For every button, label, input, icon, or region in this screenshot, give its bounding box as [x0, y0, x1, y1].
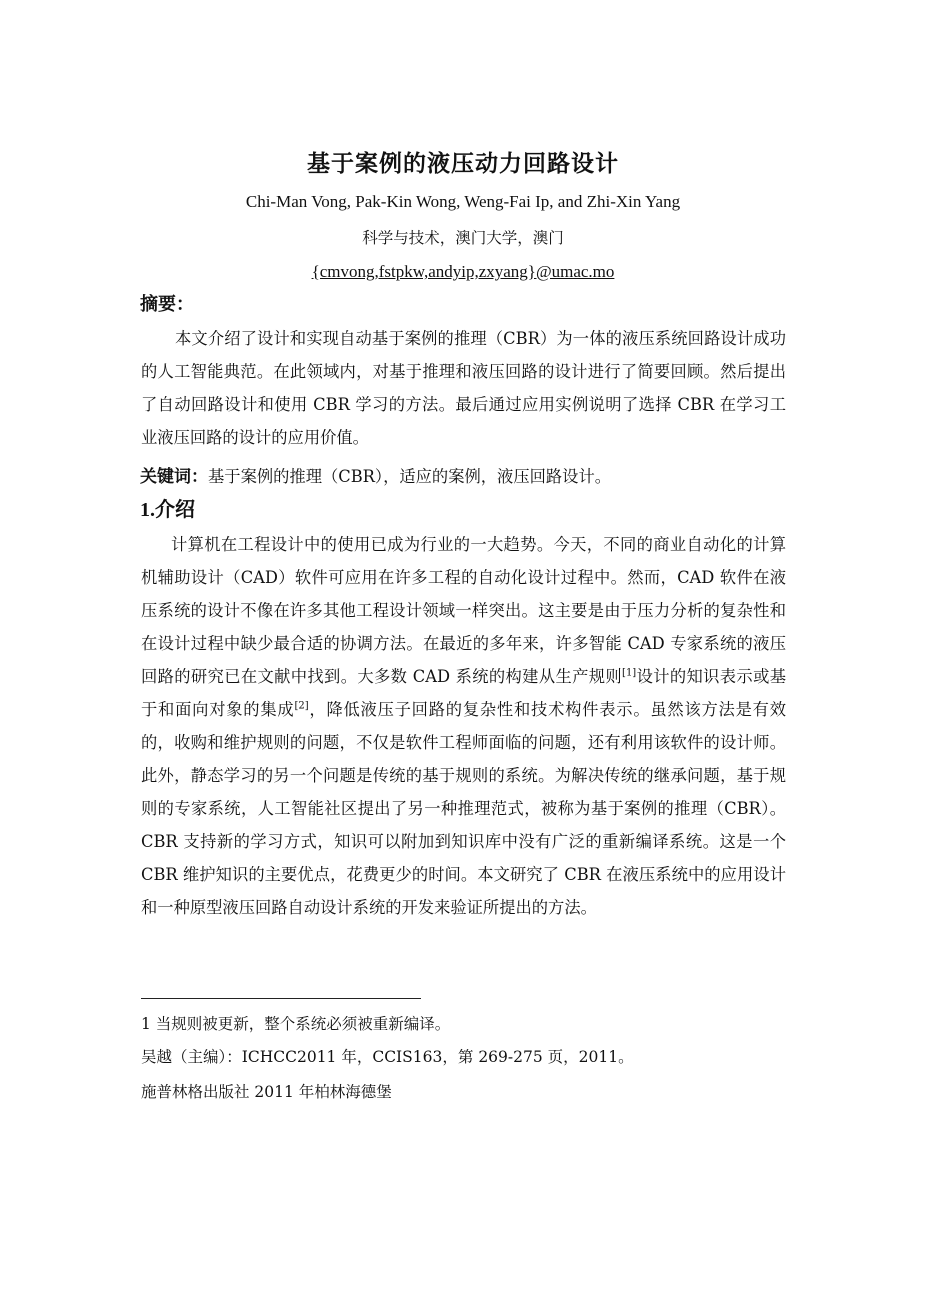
email-link[interactable]: {cmvong,fstpkw,andyip,zxyang}@umac.mo	[311, 262, 615, 281]
abstract-heading: 摘要：	[140, 294, 194, 315]
author-list: Chi-Man Vong, Pak-Kin Wong, Weng-Fai Ip, and Zhi-Xin Yang	[245, 192, 681, 211]
intro-text-part1: 计算机在工程设计中的使用已成为行业的一大趋势。今天，不同的商业自动化的计算机辅助设计（CAD）软件可应用在许多工程的自动化设计过程中。然而，CAD 软件在液压系统的设计不像在许多其他工程设计领域一样突出。这主要是由于压力分析的复杂性和在设计过程中缺少最合适的协调方法。在最近的多年来，许多智能 CAD 专家系统的液压回路的研究已在文献中找到。大多数 CAD 系统的构建从生产规则	[141, 535, 786, 686]
keywords-label: 关键词：	[140, 467, 208, 487]
citation-ref-2[interactable]: [2]	[294, 700, 309, 712]
intro-text-part3: ，降低液压子回路的复杂性和技术构件表示。虽然该方法是有效的，收购和维护规则的问题，不仅是软件工程师面临的问题，还有利用该软件的设计师。此外，静态学习的另一个问题是传统的基于规则的系统。为解决传统的继承问题，基于规则的专家系统，人工智能社区提出了另一种推理范式，被称为基于案例的推理（CBR）。CBR 支持新的学习方式，知识可以附加到知识库中没有广泛的重新编译系统。这是一个 CBR 维护知识的主要优点，花费更少的时间。本文研究了 CBR 在液压系统中的应用设计和一种原型液压回路自动设计系统的开发来验证所提出的方法。	[141, 700, 786, 917]
intro-heading: 1.介绍	[140, 499, 195, 521]
abstract-text: 本文介绍了设计和实现自动基于案例的推理（CBR）为一体的液压系统回路设计成功的人工智能典范。在此领域内，对基于推理和液压回路的设计进行了简要回顾。然后提出了自动回路设计和使用 CBR 学习的方法。最后通过应用实例说明了选择 CBR 在学习工业液压回路的设计的应用价值。	[141, 329, 786, 447]
citation-footer: 吴越（主编）：ICHCC2011 年，CCIS163，第 269-275 页，2011。	[141, 1048, 634, 1066]
email-line	[0, 260, 926, 284]
footnote-divider	[141, 998, 421, 999]
paper-title: 基于案例的液压动力回路设计	[307, 151, 619, 177]
footnote-1: 1 当规则被更新，整个系统必须被重新编译。	[141, 1015, 451, 1033]
citation-ref-1[interactable]: [1]	[622, 667, 637, 679]
keywords-text: 基于案例的推理（CBR），适应的案例，液压回路设计。	[208, 467, 612, 486]
intro-text-part2: 设计的知识表示或基于和面向对象的集成	[141, 667, 786, 719]
affiliation: 科学与技术，澳门大学，澳门	[362, 229, 564, 247]
keywords-line	[140, 460, 800, 494]
intro-paragraph	[141, 528, 786, 924]
publisher-footer: 施普林格出版社 2011 年柏林海德堡	[141, 1083, 392, 1101]
